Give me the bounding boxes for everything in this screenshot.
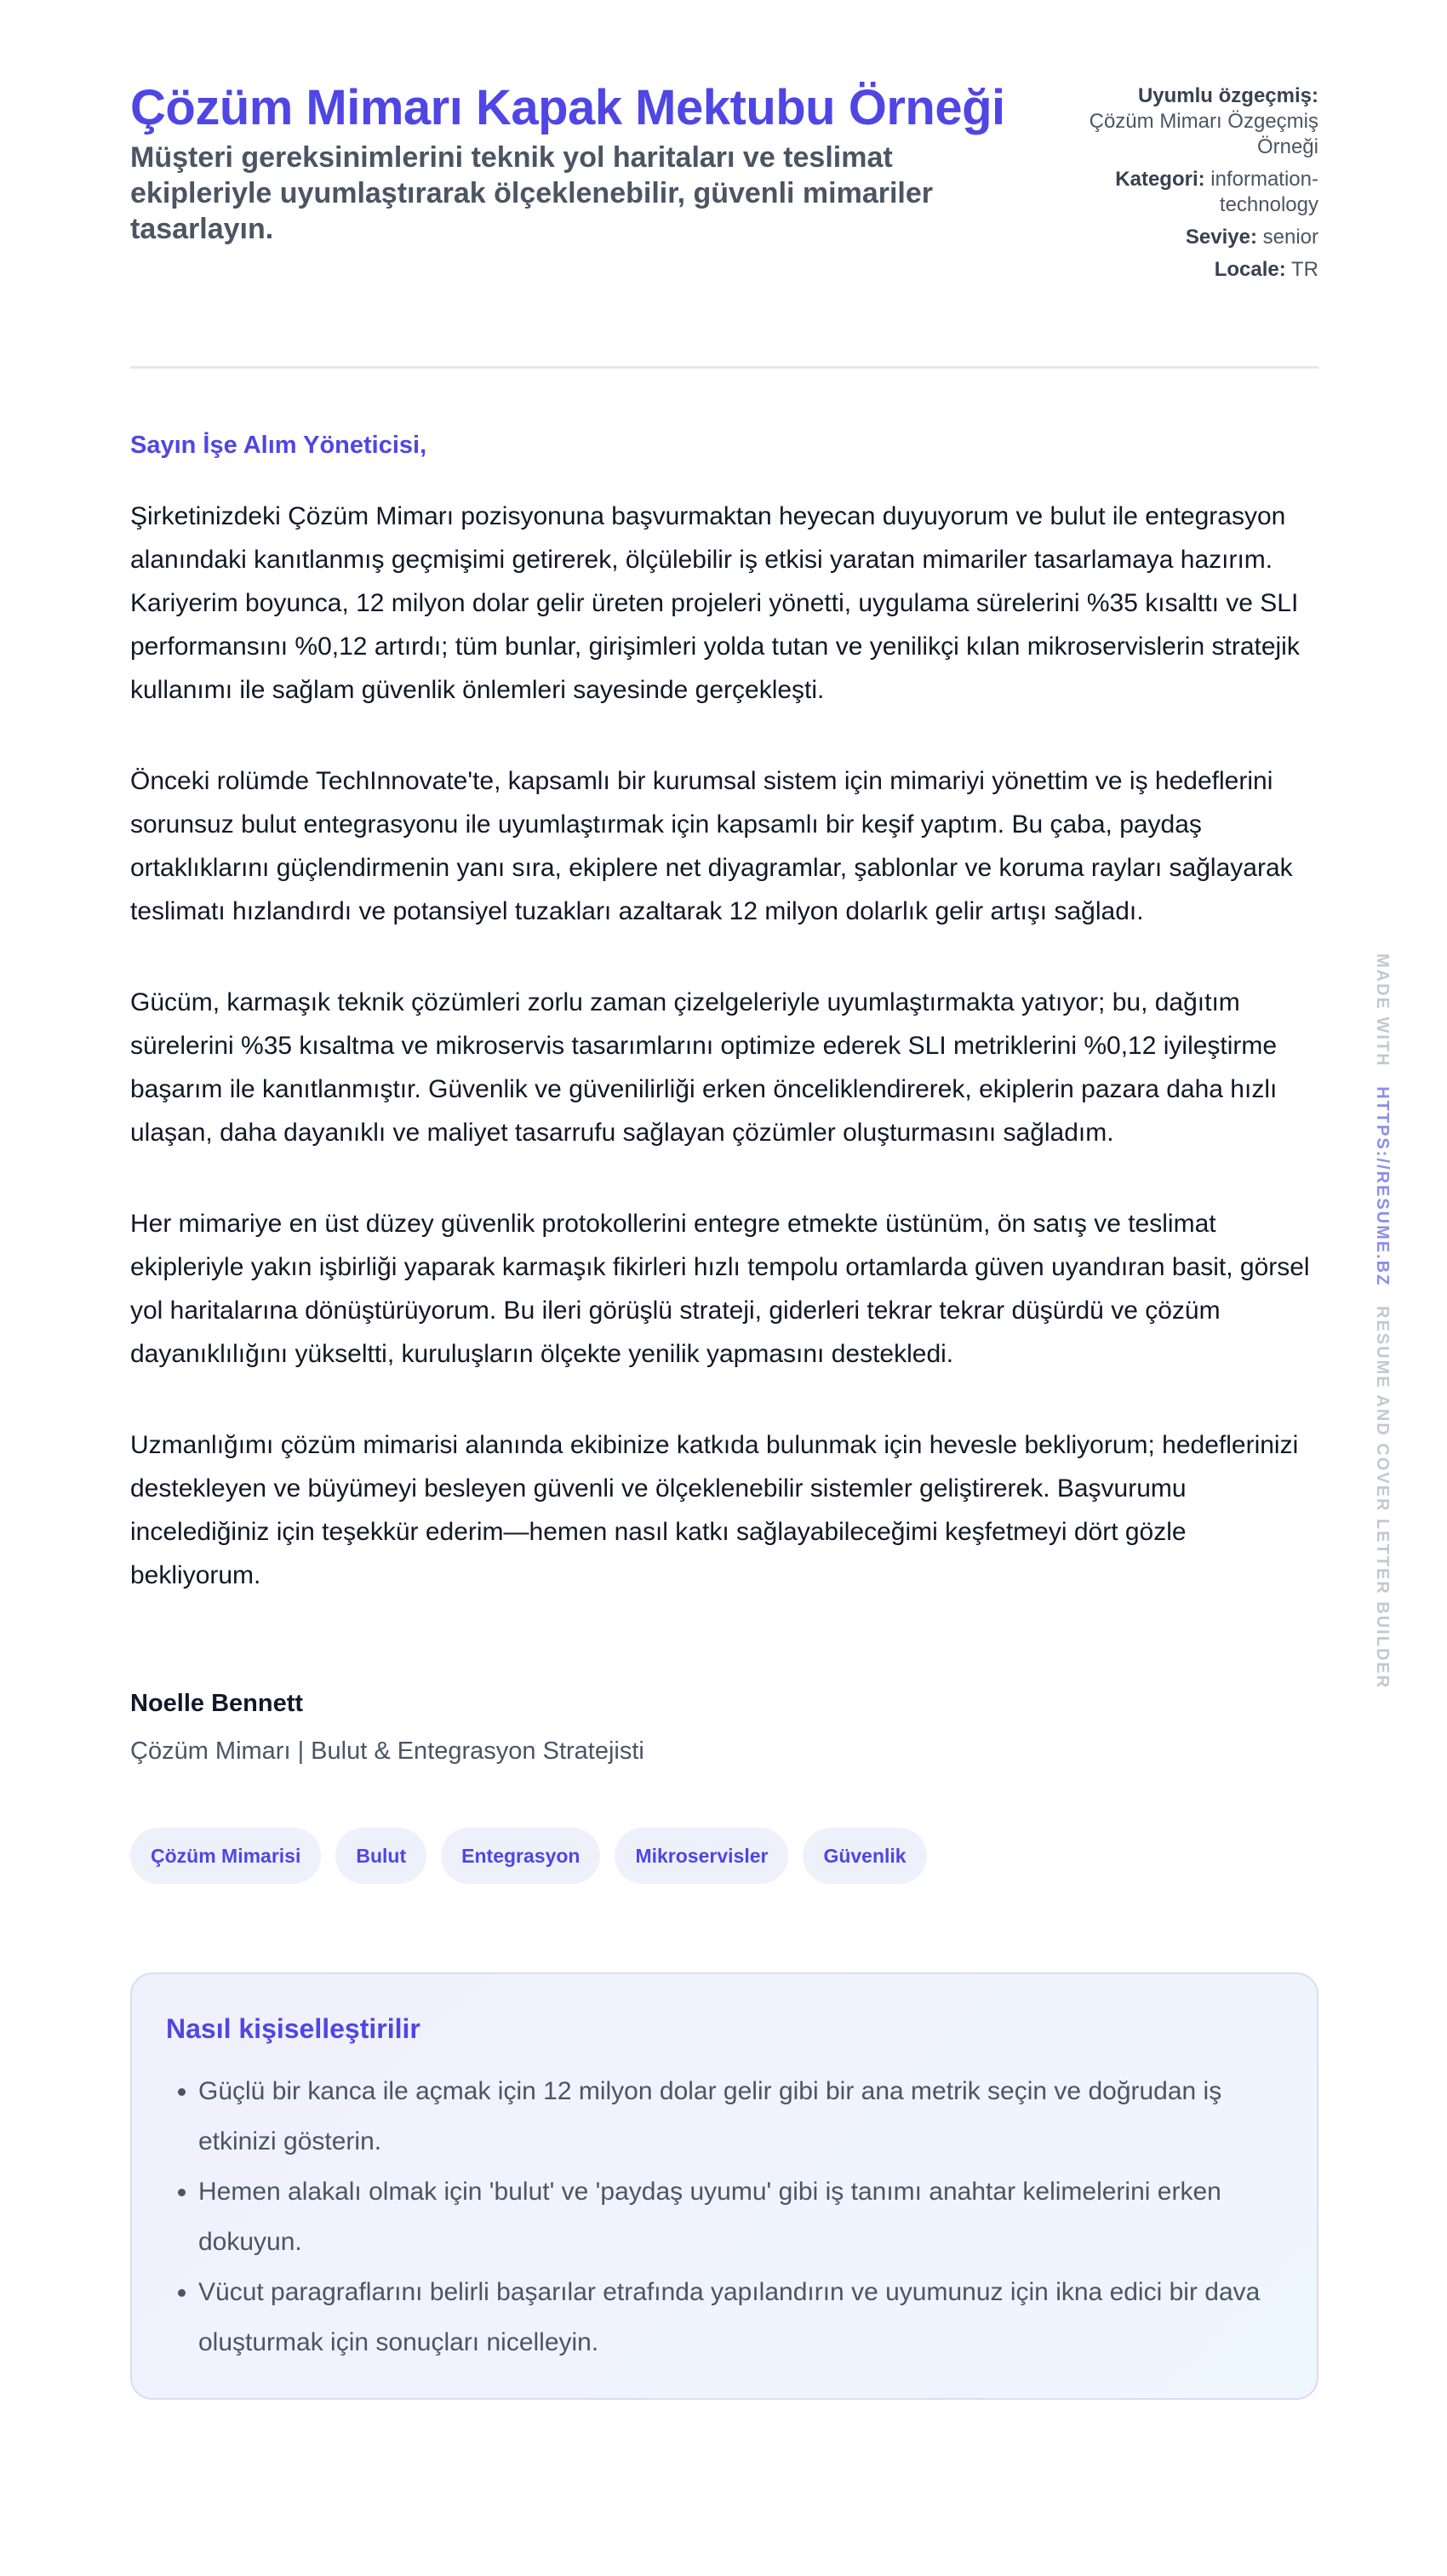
tips-title: Nasıl kişiselleştirilir bbox=[166, 2013, 420, 2044]
level-label: Seviye: bbox=[1185, 226, 1257, 249]
watermark-suffix: RESUME AND COVER LETTER BUILDER bbox=[1373, 1306, 1392, 1690]
meta-panel bbox=[1063, 83, 1318, 289]
paragraph: Uzmanlığımı çözüm mimarisi alanında ekibinize katkıda bulunmak için hevesle bekliyorum; hedeflerinizi destekleyen ve büyümeyi besleyen güvenli ve ölçeklenebilir sistemler geliştirerek. Başvurumu incelediğiniz için teşekkür ederim—hemen nasıl katkı sağlayabileceğimi keşfetmeyi dört gözle bekliyorum. bbox=[130, 1431, 1299, 1589]
locale-label: Locale: bbox=[1214, 258, 1286, 281]
tip-item: • Güçlü bir kanca ile açmak için 12 milyon dolar gelir gibi bir ana metrik seçin ve doğrudan iş etkinizi gösterin. bbox=[198, 2066, 1283, 2167]
watermark bbox=[1372, 953, 1406, 1690]
page-title: Çözüm Mimarı Kapak Mektubu Örneği bbox=[130, 80, 1005, 135]
tag[interactable]: Bulut bbox=[335, 1828, 426, 1884]
paragraph: Her mimariye en üst düzey güvenlik protokollerini entegre etmekte üstünüm, ön satış ve teslimat ekipleriyle yakın işbirliği yaparak karmaşık fikirleri hızlı tempolu ortamlarda güven uyandıran basit, görsel yol haritalarına dönüştürüyorum. Bu ileri görüşlü strateji, giderleri tekrar tekrar düşürdü ve çözüm dayanıklılığını yükseltti, kuruluşların ölçekte yenilik yapmasını destekledi. bbox=[130, 1210, 1310, 1368]
signature bbox=[130, 1686, 1318, 1768]
tag[interactable]: Entegrasyon bbox=[441, 1828, 600, 1884]
watermark-prefix: MADE WITH bbox=[1373, 953, 1392, 1068]
paragraph: Gücüm, karmaşık teknik çözümleri zorlu zaman çizelgeleriyle uyumlaştırmakta yatıyor; bu, dağıtım sürelerini %35 kısaltma ve mikroservis tasarımlarını optimize ederek SLI metriklerini %0,12 iyileştirme başarım ile kanıtlanmıştır. Güvenlik ve güvenilirliği erken önceliklendirerek, ekiplerin pazara daha hızlı ulaşan, daha dayanıklı ve maliyet tasarrufu sağlayan çözümler oluşturmasını sağladım. bbox=[130, 988, 1278, 1147]
level-value: senior bbox=[1262, 226, 1318, 249]
cover-letter-page bbox=[130, 78, 1318, 2400]
tag[interactable]: Çözüm Mimarisi bbox=[130, 1828, 321, 1884]
watermark-text bbox=[1372, 953, 1392, 1689]
locale-value: TR bbox=[1291, 258, 1318, 281]
category-label: Kategori: bbox=[1115, 168, 1205, 191]
signer-role: Çözüm Mimarı | Bulut & Entegrasyon Stratejisti bbox=[130, 1737, 644, 1765]
tag[interactable]: Mikroservisler bbox=[615, 1828, 788, 1884]
tip-item: • Vücut paragraflarını belirli başarılar etrafında yapılandırın ve uyumunuz için ikna edici bir dava oluşturmak için sonuçları nicelleyin. bbox=[198, 2267, 1283, 2367]
tag-list bbox=[130, 1828, 1318, 1884]
paragraph: Şirketinizdeki Çözüm Mimarı pozisyonuna başvurmaktan heyecan duyuyorum ve bulut ile entegrasyon alanındaki kanıtlanmış geçmişimi getirerek, ölçülebilir iş etkisi yaratan mimariler tasarlamaya hazırım. Kariyerim boyunca, 12 milyon dolar gelir üreten projeleri yönetti, uygulama sürelerini %35 kısalttı ve SLI performansını %0,12 artırdı; tüm bunlar, girişimleri yolda tutan ve yenilikçi kılan mikroservislerin stratejik kullanımı ile sağlam güvenlik önlemleri sayesinde gerçekleşti. bbox=[130, 502, 1300, 704]
watermark-link[interactable]: HTTPS://RESUME.BZ bbox=[1373, 1086, 1392, 1287]
signer-name: Noelle Bennett bbox=[130, 1690, 304, 1717]
tips-box bbox=[130, 1972, 1318, 2400]
paragraph: Önceki rolümde TechInnovate'te, kapsamlı bir kurumsal sistem için mimariyi yönettim ve iş hedeflerini sorunsuz bulut entegrasyonu ile uyumlaştırmak için kapsamlı bir keşif yaptım. Bu çaba, paydaş ortaklıklarını güçlendirmenin yanı sıra, ekiplere net diyagramlar, şablonlar ve koruma rayları sağlayarak teslimatı hızlandırdı ve potansiyel tuzakları azaltarak 12 milyon dolarlık gelir artışı sağladı. bbox=[130, 767, 1293, 925]
page-header bbox=[130, 78, 1318, 289]
divider bbox=[130, 366, 1318, 369]
resume-label: Uyumlu özgeçmiş: bbox=[1137, 84, 1318, 107]
greeting: Sayın İşe Alım Yöneticisi, bbox=[130, 432, 427, 459]
category-value: information-technology bbox=[1210, 168, 1318, 216]
page-subtitle: Müşteri gereksinimlerini teknik yol haritaları ve teslimat ekipleriyle uyumlaştırarak ölçeklenebilir, güvenli mimariler tasarlayın. bbox=[130, 141, 934, 245]
tag[interactable]: Güvenlik bbox=[803, 1828, 926, 1884]
tip-item: • Hemen alakalı olmak için 'bulut' ve 'paydaş uyumu' gibi iş tanımı anahtar kelimelerini erken dokuyun. bbox=[198, 2167, 1283, 2267]
resume-link[interactable]: Çözüm Mimarı Özgeçmiş Örneği bbox=[1089, 110, 1318, 158]
